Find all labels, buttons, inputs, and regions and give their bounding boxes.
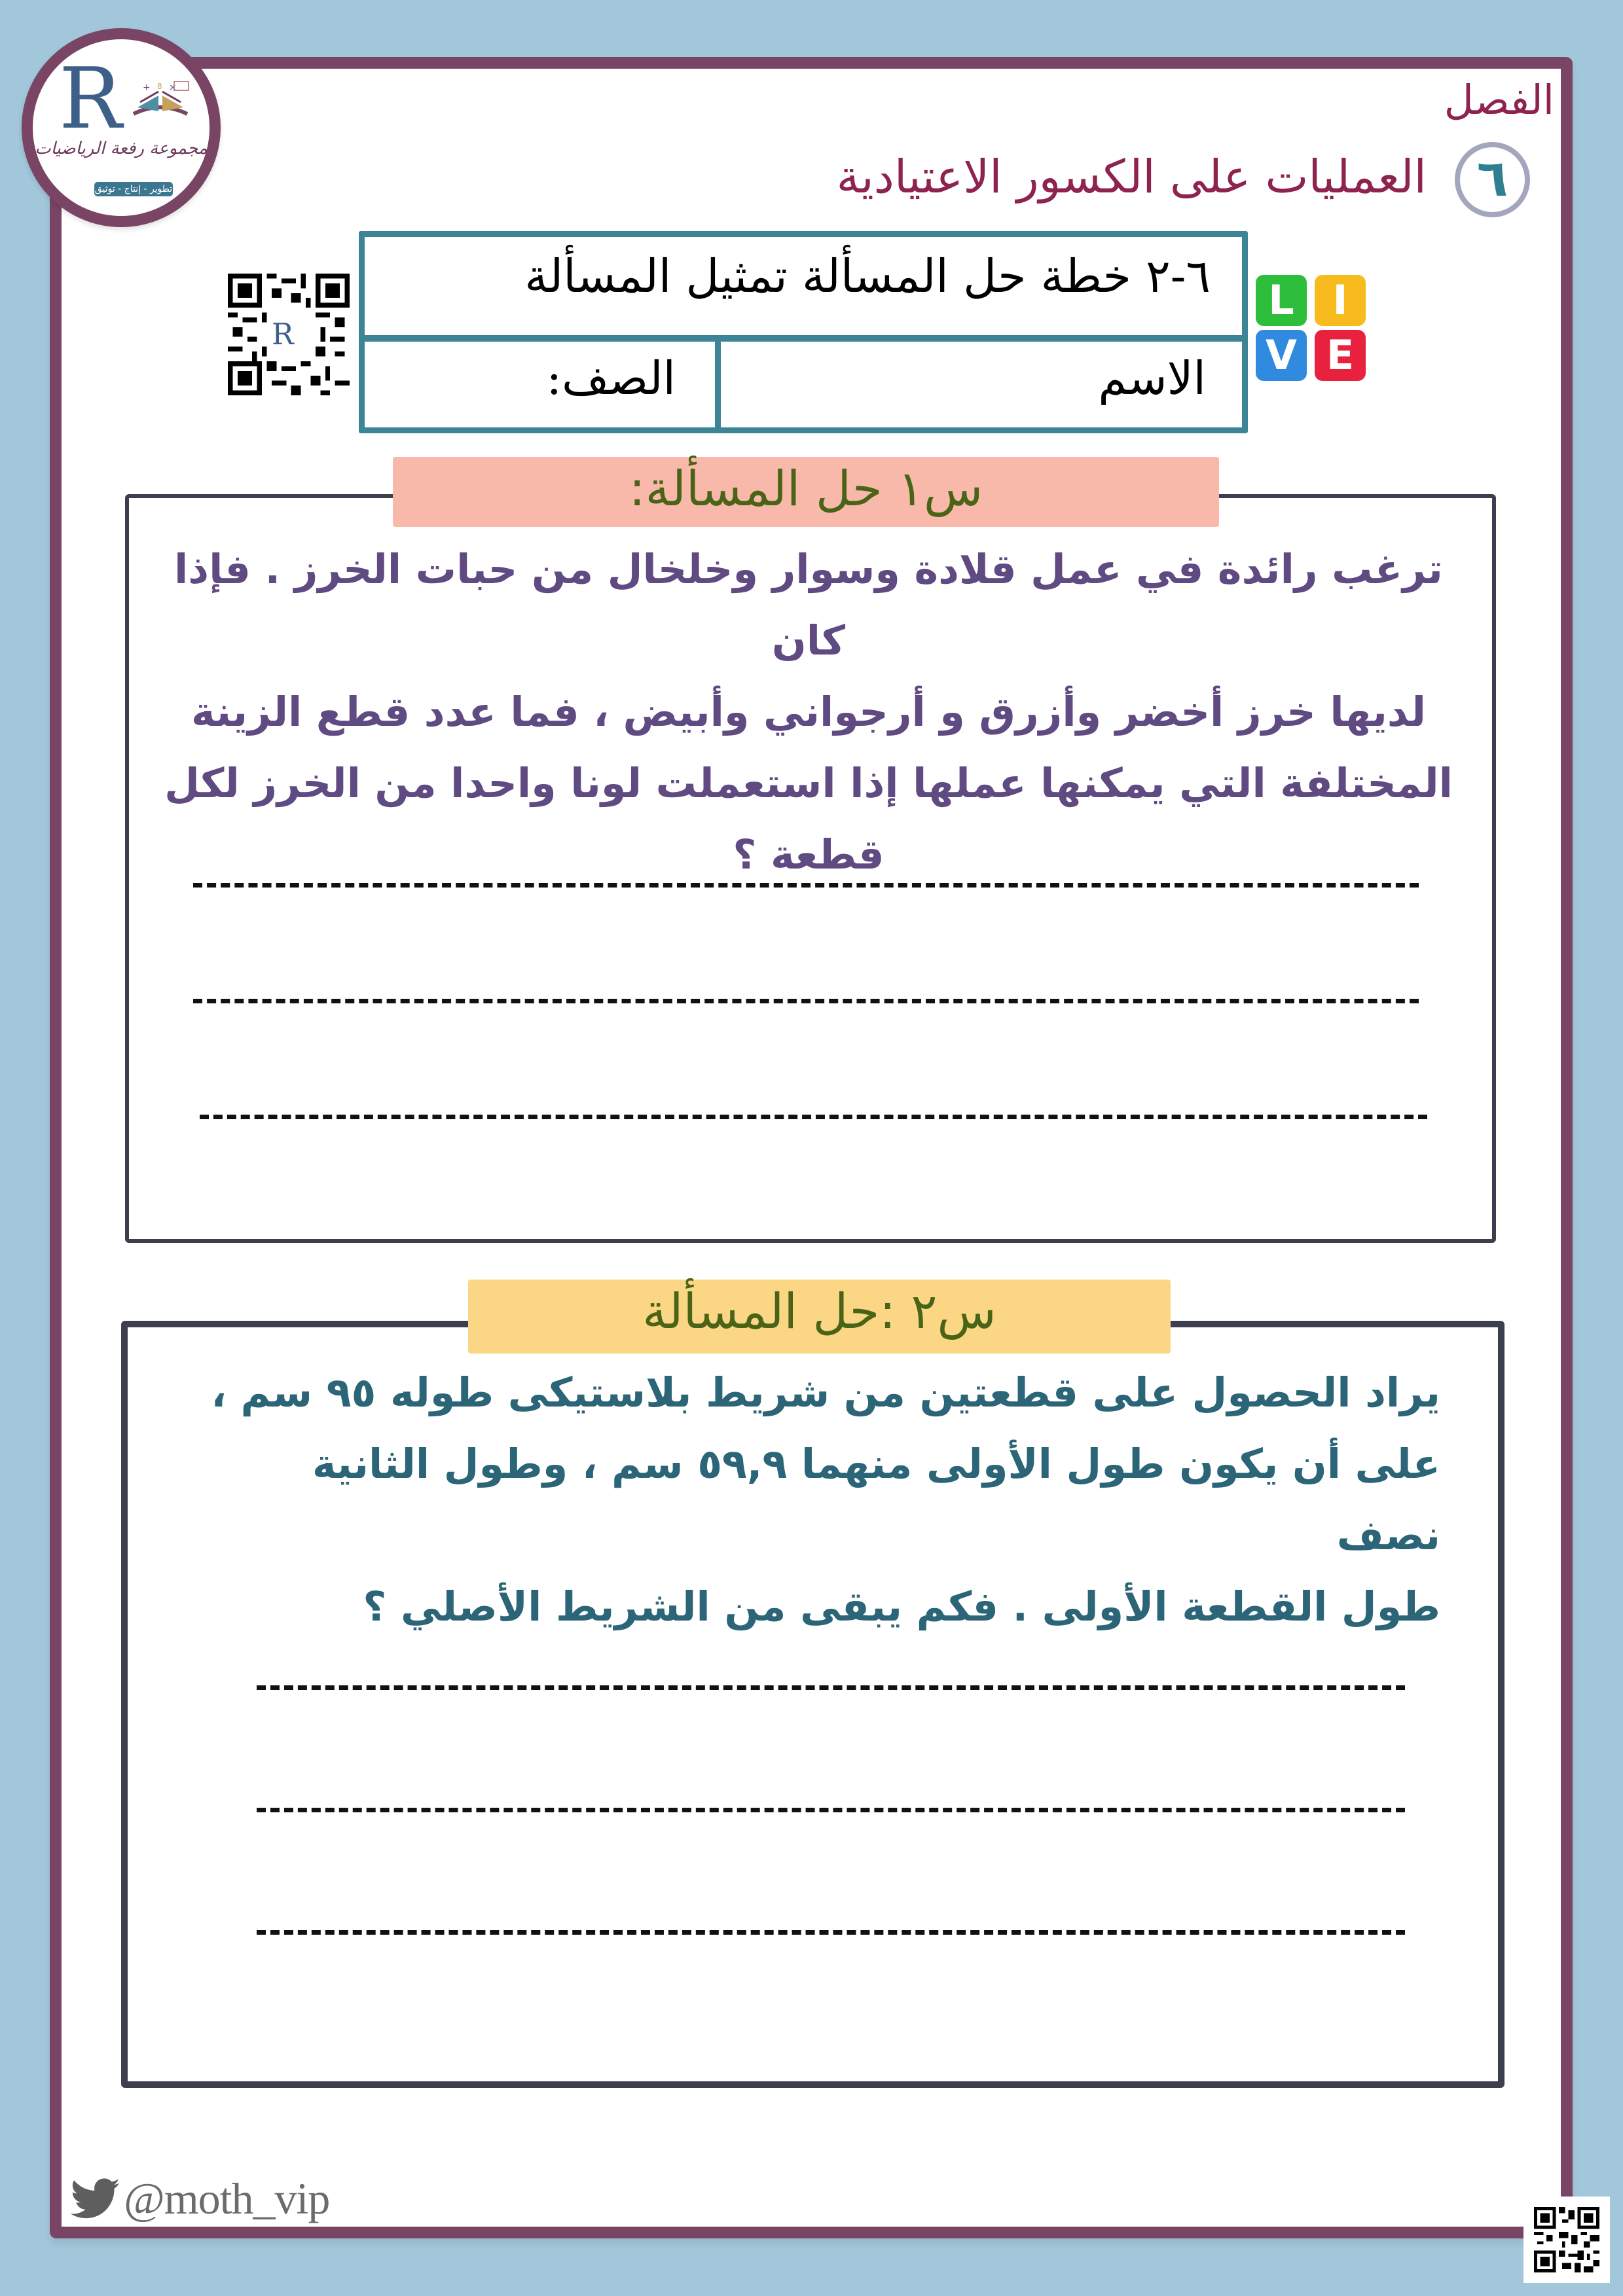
answer-line-1-1[interactable] [193,883,1419,888]
name-label: الاسم [1098,351,1206,405]
chapter-title: العمليات على الكسور الاعتيادية [836,150,1427,204]
question-1-label: س١ حل المسألة: [393,457,1219,527]
live-letter-e: E [1315,330,1366,381]
question-1-text [141,533,1476,890]
question-2-text [196,1357,1447,1642]
svg-text:8: 8 [157,82,162,91]
question-2-line: على أن يكون طول الأولى منهما ٥٩,٩ سم ، وطول الثانية نصف [312,1440,1440,1559]
logo [22,28,221,227]
lesson-title: ٦-٢ خطة حل المسألة تمثيل المسألة [524,249,1211,303]
answer-line-2-2[interactable] [257,1808,1405,1812]
answer-line-1-3[interactable] [200,1115,1427,1119]
question-1-line: المختلفة التي يمكنها عملها إذا استعملت لونا واحدا من الخرز لكل [164,759,1453,807]
live-letter-i: I [1315,275,1366,326]
question-1-line: قطعة ؟ [733,831,884,878]
answer-line-2-1[interactable] [257,1685,1405,1690]
qr-code-icon [227,274,350,395]
svg-text:×: × [169,82,177,93]
twitter-handle-text: @moth_vip [124,2174,330,2223]
class-field[interactable] [365,342,721,427]
answer-line-1-2[interactable] [193,999,1419,1003]
name-field[interactable] [721,342,1242,427]
chapter-label: الفصل [1444,76,1554,124]
lesson-title-row [365,237,1242,342]
answer-line-2-3[interactable] [257,1930,1405,1935]
logo-letter: R [59,50,122,148]
question-1-line: لديها خرز أخضر وأزرق و أرجواني وأبيض ، فما عدد قطع الزينة [191,688,1427,736]
chapter-number-badge: ٦ [1455,142,1530,217]
live-letter-l: L [1256,275,1307,326]
live-letter-v: V [1256,330,1307,381]
svg-text:+: + [143,82,151,93]
live-logo [1256,275,1367,381]
twitter-handle[interactable] [71,2173,330,2223]
question-2-line: طول القطعة الأولى . فكم يبقى من الشريط الأصلي ؟ [363,1583,1440,1630]
logo-name: مجموعة رفعة الرياضيات [35,139,208,158]
svg-text:R: R [271,317,294,351]
qr-code-icon [1523,2197,1610,2283]
logo-tagline: تطوير - إنتاج - توثيق [94,182,173,196]
question-1-line: ترغب رائدة في عمل قلادة وسوار وخلخال من حبات الخرز . فإذا كان [174,545,1443,664]
class-label: الصف: [546,351,676,405]
book-icon [131,81,190,119]
question-2-line: يراد الحصول على قطعتين من شريط بلاستيكى طوله ٩٥ سم ، [211,1369,1440,1416]
question-2-label: س٢ :حل المسألة [468,1280,1171,1354]
twitter-bird-icon [71,2178,120,2220]
header-table [359,231,1248,433]
